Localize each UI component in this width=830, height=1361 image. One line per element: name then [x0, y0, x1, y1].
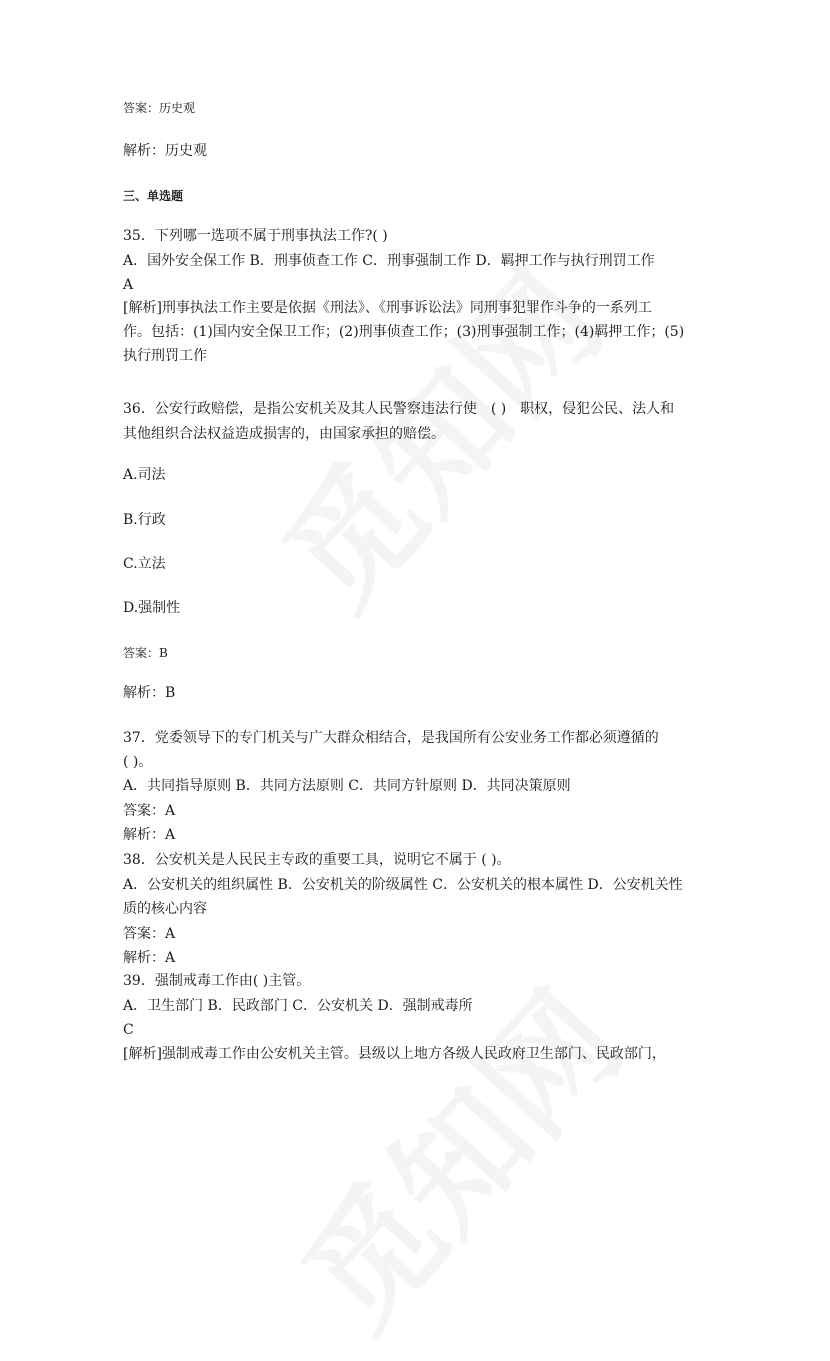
- answer-34: 答案：历史观: [123, 101, 196, 115]
- section-heading: 三、单选题: [123, 189, 184, 203]
- question-36-option-a: A.司法: [123, 467, 166, 483]
- question-37-answer: 答案：A: [123, 803, 176, 819]
- question-35-explanation-line-3: 执行刑罚工作: [123, 348, 207, 364]
- question-37-line-1: 37．党委领导下的专门机关与广大群众相结合，是我国所有公安业务工作都必须遵循的: [123, 730, 659, 746]
- question-39-options: A．卫生部门 B．民政部门 C．公安机关 D．强制戒毒所: [123, 998, 473, 1014]
- question-35-answer: A: [123, 277, 134, 293]
- question-37-explanation: 解析：A: [123, 827, 176, 843]
- explanation-34: 解析：历史观: [123, 143, 207, 159]
- question-35-options: A．国外安全保工作 B．刑事侦查工作 C．刑事强制工作 D．羁押工作与执行刑罚工作: [123, 253, 655, 269]
- question-39-explanation: [解析]强制戒毒工作由公安机关主管。县级以上地方各级人民政府卫生部门、民政部门，: [123, 1046, 666, 1062]
- question-36-line-1: 36．公安行政赔偿，是指公安机关及其人民警察违法行使 ( ) 职权，侵犯公民、法人和: [123, 401, 675, 417]
- question-36-option-b: B.行政: [123, 512, 166, 528]
- question-36-explanation: 解析：B: [123, 685, 176, 701]
- question-38-options-line-2: 质的核心内容: [123, 901, 207, 917]
- question-36-line-2: 其他组织合法权益造成损害的，由国家承担的赔偿。: [123, 426, 445, 442]
- question-35: 35．下列哪一选项不属于刑事执法工作?( ): [123, 228, 388, 244]
- question-36-answer: 答案：B: [123, 646, 168, 660]
- question-38-answer: 答案：A: [123, 926, 176, 942]
- question-38: 38．公安机关是人民民主专政的重要工具，说明它不属于 ( )。: [123, 852, 511, 868]
- question-36-option-c: C.立法: [123, 556, 166, 572]
- question-37-options: A．共同指导原则 B．共同方法原则 C．共同方针原则 D．共同决策原则: [123, 778, 571, 794]
- question-38-explanation: 解析：A: [123, 950, 176, 966]
- question-36-option-d: D.强制性: [123, 600, 181, 616]
- question-35-explanation-line-2: 作。包括：(1)国内安全保卫工作；(2)刑事侦查工作；(3)刑事强制工作；(4)羁押工作；(5): [123, 324, 685, 340]
- question-38-options-line-1: A．公安机关的组织属性 B．公安机关的阶级属性 C．公安机关的根本属性 D．公安机关性: [123, 877, 683, 893]
- question-35-explanation-line-1: [解析]刑事执法工作主要是依据《刑法》、《刑事诉讼法》同刑事犯罪作斗争的一系列工: [123, 300, 652, 316]
- question-39: 39．强制戒毒工作由( )主管。: [123, 973, 311, 989]
- question-37-line-2: ( )。: [123, 754, 153, 770]
- question-39-answer: C: [123, 1022, 134, 1038]
